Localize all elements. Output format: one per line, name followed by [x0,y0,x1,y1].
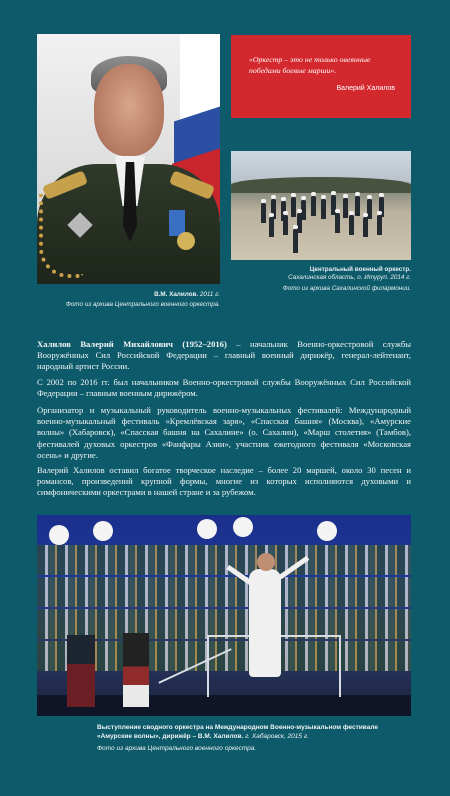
quote-text: «Оркестр – это не только овеянные победами боевые марши». [249,55,371,75]
concert-caption-bold: Выступление сводного оркестра на Международном Военно-музыкальном фестивале «Амурские волны», дирижёр – В.М. Халилов. [97,724,378,740]
legacy-paragraph: Валерий Халилов оставил богатое творческое наследие – более 20 маршей, около 30 песен и романсов, произведений крупной формы, многие из которых исполняются духовыми и симфоническими оркестрами в нашей стране и за рубежом. [37,465,411,498]
concert-caption-source: Фото из архива Центрального военного оркестра. [97,744,257,752]
orchestra-photo [231,151,411,260]
bio-paragraph-2: С 2002 по 2016 гг. был начальником Военно-оркестровой службы Вооружённых Сил Российской Федерации – главным военным дирижёром. [37,377,411,399]
orchestra-caption-place: Сахалинская область, о. Итуруп. 2014 г. [288,274,411,282]
quote-author: Валерий Халилов [336,85,395,92]
bio-paragraph-1 [37,339,411,373]
orchestra-caption [231,266,411,293]
concert-caption-place: г. Хабаровск, 2015 г. [243,732,309,740]
concert-photo [37,515,411,716]
festivals-paragraph: Организатор и музыкальный руководитель военно-музыкальных фестивалей: Международный военно-музыкальный фестиваль «Кремлёвская заря», «Спасская башня» (Москва), «Амурские волны» (Хабаровск), «Спасская башня на Сахалине» (о. Сахалин), «Марш столетия» (Тамбов), фестивалей духовых оркестров «Фанфары Азии», участник ежегодного фестиваля «Московская осень» и другие. [37,405,411,460]
concert-caption [97,724,411,753]
portrait-caption-name: В.М. Халилов. [154,291,199,298]
quote-box [231,35,411,118]
orchestra-caption-title: Центральный военный оркестр. [309,266,411,273]
bio-text: – начальник Военно-оркестровой службы Вооружённых Сил Российской Федерации – главный военный дирижёр, генерал-лейтенант, народный артист России. [37,339,411,372]
portrait-caption [60,291,220,310]
portrait-photo [37,34,220,284]
portrait-caption-year: 2011 г. [198,291,220,298]
bio-name: Халилов Валерий Михайлович (1952–2016) [37,339,227,349]
portrait-caption-source: Фото из архива Центрального военного оркестра. [65,301,220,309]
orchestra-caption-source: Фото из архива Сахалинской филармонии. [282,284,411,292]
